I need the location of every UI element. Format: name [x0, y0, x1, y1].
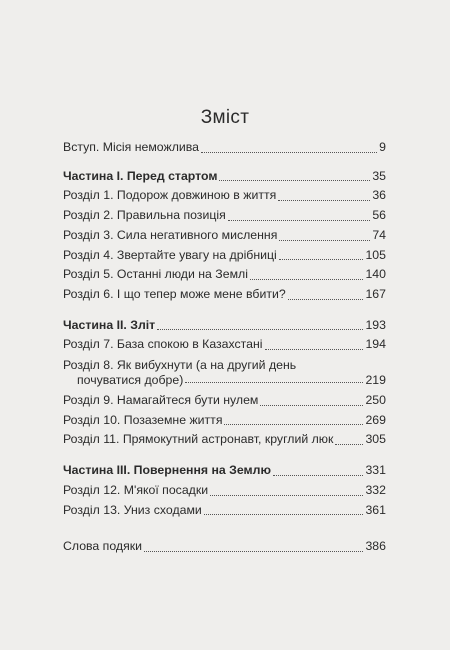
toc-entry-label: Слова подяки	[63, 539, 142, 554]
leader-dots	[279, 240, 370, 241]
toc-entry-label: Частина II. Зліт	[63, 317, 156, 332]
toc-entry-label: Розділ 6. І що тепер може мене вбити?	[63, 286, 286, 301]
toc-entry-label: Розділ 2. Правильна позиція	[63, 208, 226, 223]
toc-page-number: 9	[379, 140, 386, 154]
leader-dots	[265, 349, 364, 350]
toc-page-number: 56	[372, 208, 386, 223]
toc-chapter	[63, 481, 386, 501]
toc-entry-label: Розділ 11. Прямокутний астронавт, круглий люк	[63, 432, 334, 447]
leader-dots	[224, 424, 363, 425]
toc-page-number: 36	[372, 188, 386, 203]
leader-dots	[219, 180, 370, 181]
toc-part-heading	[63, 461, 386, 481]
leader-dots	[185, 382, 363, 383]
leader-dots	[250, 279, 364, 280]
toc-chapter	[63, 411, 386, 431]
toc-page-number: 250	[365, 393, 386, 408]
toc-entry-label: Розділ 4. Звертайте увагу на дрібниці	[63, 247, 277, 262]
toc-chapter	[63, 501, 386, 521]
leader-dots	[278, 200, 370, 201]
leader-dots	[260, 405, 363, 406]
toc-chapter	[63, 335, 386, 355]
leader-dots	[273, 475, 364, 476]
leader-dots	[228, 220, 371, 221]
toc-page-number: 361	[365, 502, 386, 517]
toc-entry-label: Розділ 9. Намагайтеся бути нулем	[63, 393, 259, 408]
toc-entry-intro	[63, 138, 386, 158]
toc-page-number: 269	[365, 412, 386, 427]
leader-dots	[279, 259, 364, 260]
toc-page-number: 193	[365, 317, 386, 332]
toc-entry-label: Частина III. Повернення на Землю	[63, 463, 271, 478]
toc-chapter	[63, 391, 386, 411]
toc-page-number: 332	[365, 482, 386, 497]
toc-entry-label: Розділ 5. Останні люди на Землі	[63, 267, 248, 282]
toc-part-3	[63, 461, 386, 520]
toc-entry-label: Розділ 3. Сила негативного мислення	[63, 227, 278, 242]
toc-chapter	[63, 246, 386, 266]
toc-page-number: 140	[365, 267, 386, 282]
page-title: Зміст	[200, 107, 250, 128]
toc-entry-label: Розділ 1. Подорож довжиною в життя	[63, 188, 277, 203]
toc-entry-continuation	[63, 373, 386, 388]
toc-chapter	[63, 226, 386, 246]
toc-entry-label: Розділ 8. Як вибухнути (а на другий день	[63, 358, 297, 373]
toc-page-number: 331	[365, 463, 386, 478]
toc-entry-label: Частина I. Перед стартом	[63, 168, 218, 183]
toc-chapter	[63, 206, 386, 226]
table-of-contents	[63, 138, 386, 557]
toc-page-number: 194	[365, 337, 386, 352]
toc-part-1	[63, 167, 386, 305]
leader-dots	[335, 444, 363, 445]
toc-chapter	[63, 430, 386, 450]
toc-page-number: 74	[372, 227, 386, 242]
toc-page-number: 305	[365, 432, 386, 447]
toc-part-2	[63, 316, 386, 451]
toc-entry-label: Розділ 13. Униз сходами	[63, 502, 202, 517]
toc-page-number: 386	[365, 539, 386, 554]
toc-entry-label: Вступ. Місія неможлива	[63, 140, 199, 154]
toc-page-number: 167	[365, 286, 386, 301]
toc-part-heading	[63, 316, 386, 336]
toc-page-number: 105	[365, 247, 386, 262]
toc-entry-label: Розділ 12. М'якої посадки	[63, 482, 209, 497]
leader-dots	[210, 495, 363, 496]
toc-entry-acknowledgements	[63, 537, 386, 557]
toc-part-heading	[63, 167, 386, 187]
toc-chapter	[63, 265, 386, 285]
toc-chapter	[63, 186, 386, 206]
toc-entry-label: Розділ 7. База спокою в Казахстані	[63, 337, 263, 352]
toc-page-number: 219	[365, 373, 386, 388]
toc-chapter	[63, 285, 386, 305]
toc-chapter	[63, 355, 386, 391]
leader-dots	[144, 551, 363, 552]
toc-entry-label: Розділ 10. Позаземне життя	[63, 412, 223, 427]
toc-entry-label-continued: почуватися добре)	[77, 373, 184, 388]
leader-dots	[157, 329, 363, 330]
leader-dots	[201, 152, 377, 153]
leader-dots	[204, 514, 364, 515]
toc-page-number: 35	[372, 168, 386, 183]
leader-dots	[288, 299, 364, 300]
